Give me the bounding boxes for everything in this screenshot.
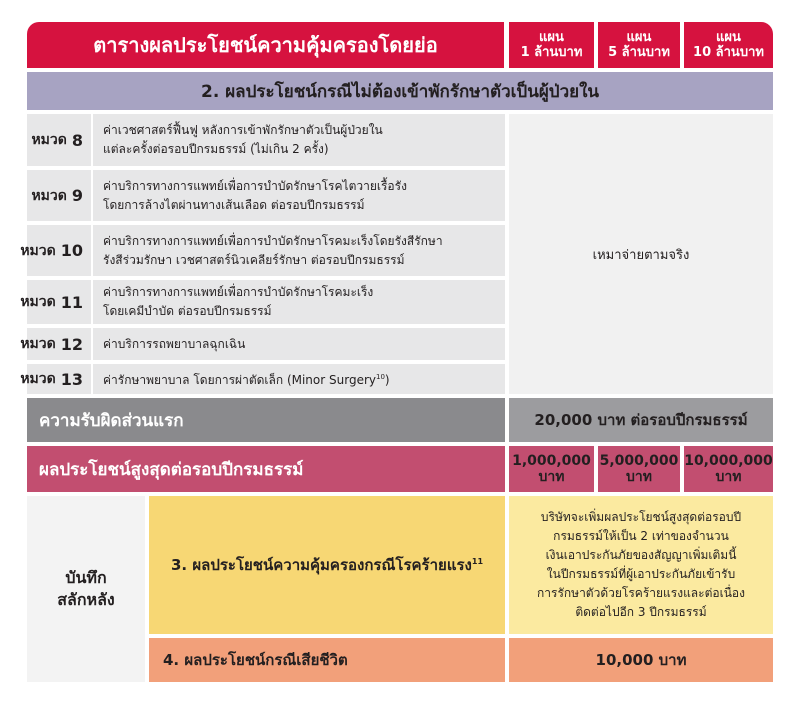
- category-desc-11: [93, 280, 505, 324]
- category-desc-line1: ค่าเวชศาสตร์ฟื้นฟู หลังการเข้าพักรักษาตัวเป็นผู้ป่วยใน: [103, 123, 383, 137]
- deductible-label-text: ความรับผิดส่วนแรก: [39, 410, 184, 431]
- section3-title-text: 3. ผลประโยชน์ความคุ้มครองกรณีโรคร้ายแรง: [170, 556, 472, 574]
- max-benefit-10m: [684, 446, 773, 492]
- section3-value: [509, 496, 773, 634]
- max-benefit-1m: [509, 446, 594, 492]
- category-label-12: [20, 328, 91, 360]
- max-benefit-unit: บาท: [626, 469, 652, 485]
- deductible-value: [509, 398, 773, 442]
- category-desc-line1: ค่าบริการทางการแพทย์เพื่อการบำบัดรักษาโรคมะเร็ง: [103, 285, 374, 299]
- plan-header-5m: [598, 22, 680, 68]
- category-desc-line1: ค่าบริการรถพยาบาลฉุกเฉิน: [103, 336, 246, 351]
- section4-value: [509, 638, 773, 682]
- max-benefit-label: [27, 446, 505, 492]
- table-title: [27, 22, 504, 68]
- category-word: หมวด: [20, 242, 56, 259]
- category-label-11: [20, 280, 91, 324]
- plan-header-10m: [684, 22, 773, 68]
- deductible-label: [27, 398, 505, 442]
- category-label-10: [20, 225, 91, 276]
- plan-header-1m: [509, 22, 594, 68]
- category-number: 8: [71, 130, 83, 150]
- category-desc-13: [93, 364, 505, 394]
- max-benefit-amount: 10,000,000: [684, 453, 773, 469]
- plan-header-word: แผน: [539, 30, 564, 45]
- section2-title-text: 2. ผลประโยชน์กรณีไม่ต้องเข้าพักรักษาตัวเป็นผู้ป่วยใน: [200, 81, 600, 102]
- section3-value-line: ในปีกรมธรรม์ที่ผู้เอาประกันภัยเข้ารับ: [546, 567, 736, 581]
- category-desc-close: ): [384, 373, 390, 387]
- payment-note-cell: [509, 114, 773, 394]
- category-number: 13: [60, 369, 83, 389]
- max-benefit-unit: บาท: [538, 469, 565, 485]
- category-word: หมวด: [20, 294, 56, 310]
- section3-value-line: บริษัทจะเพิ่มผลประโยชน์สูงสุดต่อรอบปี: [540, 510, 742, 524]
- table-title-text: ตารางผลประโยชน์ความคุ้มครองโดยย่อ: [93, 33, 438, 57]
- category-word: หมวด: [20, 336, 56, 352]
- max-benefit-amount: 5,000,000: [599, 453, 679, 469]
- plan-header-amount: 5 ล้านบาท: [608, 45, 670, 60]
- category-desc-line2: โดยการล้างไตผ่านทางเส้นเลือด ต่อรอบปีกรมธรรม์: [103, 197, 365, 212]
- category-word: หมวด: [31, 187, 67, 204]
- plan-header-amount: 1 ล้านบาท: [520, 45, 583, 60]
- footnote-marker: 11: [471, 557, 484, 566]
- section3-value-line: การรักษาตัวด้วยโรคร้ายแรงและต่อเนื่อง: [537, 586, 745, 600]
- category-desc-12: [93, 328, 505, 360]
- section4-title: [149, 638, 505, 682]
- category-desc-line1: ค่าบริการทางการแพทย์เพื่อการบำบัดรักษาโรคมะเร็งโดยรังสีรักษา: [103, 233, 443, 248]
- section3-title: [149, 496, 505, 634]
- category-number: 12: [60, 334, 83, 354]
- category-desc-8: [93, 114, 505, 166]
- category-desc-line2: โดยเคมีบำบัด ต่อรอบปีกรมธรรม์: [103, 304, 272, 318]
- category-desc-line1: [103, 368, 505, 390]
- max-benefit-unit: บาท: [715, 469, 742, 485]
- category-number: 11: [60, 292, 83, 312]
- category-label-13: [20, 364, 91, 394]
- category-desc-line1: ค่าบริการทางการแพทย์เพื่อการบำบัดรักษาโรคไตวายเรื้อรัง: [103, 178, 407, 193]
- category-word: หมวด: [20, 371, 56, 387]
- max-benefit-label-text: ผลประโยชน์สูงสุดต่อรอบปีกรมธรรม์: [39, 459, 304, 480]
- category-desc-line2: แต่ละครั้งต่อรอบปีกรมธรรม์ (ไม่เกิน 2 ครั้ง): [103, 142, 329, 156]
- section3-value-line: กรมธรรม์ให้เป็น 2 เท่าของจำนวน: [553, 529, 729, 543]
- category-desc-text: ค่ารักษาพยาบาล โดยการผ่าตัดเล็ก (Minor Surgery: [103, 373, 376, 387]
- plan-header-word: แผน: [626, 30, 652, 45]
- category-desc-10: [93, 225, 505, 276]
- section4-title-text: 4. ผลประโยชน์กรณีเสียชีวิต: [163, 651, 348, 669]
- section2-title: [27, 72, 773, 110]
- deductible-value-text: 20,000 บาท ต่อรอบปีกรมธรรม์: [534, 411, 748, 429]
- payment-note-text: เหมาจ่ายตามจริง: [592, 247, 690, 263]
- footnote-marker: 10: [375, 373, 385, 381]
- section3-value-line: ติดต่อไปอีก 3 ปีกรมธรรม์: [575, 605, 707, 619]
- endorsement-label-line1: บันทึก: [65, 568, 107, 587]
- max-benefit-amount: 1,000,000: [512, 453, 591, 469]
- category-desc-line2: รังสีร่วมรักษา เวชศาสตร์นิวเคลียร์รักษา ต่อรอบปีกรมธรรม์: [103, 252, 405, 267]
- category-number: 9: [71, 186, 83, 205]
- category-label-9: [27, 170, 91, 221]
- category-desc-9: [93, 170, 505, 221]
- max-benefit-5m: [598, 446, 680, 492]
- category-label-8: [27, 114, 91, 166]
- plan-header-word: แผน: [716, 30, 741, 45]
- category-number: 10: [60, 241, 83, 260]
- plan-header-amount: 10 ล้านบาท: [693, 45, 764, 60]
- section3-value-line: เงินเอาประกันภัยของสัญญาเพิ่มเติมนี้: [545, 548, 737, 562]
- endorsement-label: [27, 496, 145, 682]
- section4-value-text: 10,000 บาท: [595, 651, 687, 669]
- category-word: หมวด: [31, 132, 67, 148]
- endorsement-label-line2: สลักหลัง: [57, 590, 115, 609]
- section3-title-wrap: [171, 553, 483, 577]
